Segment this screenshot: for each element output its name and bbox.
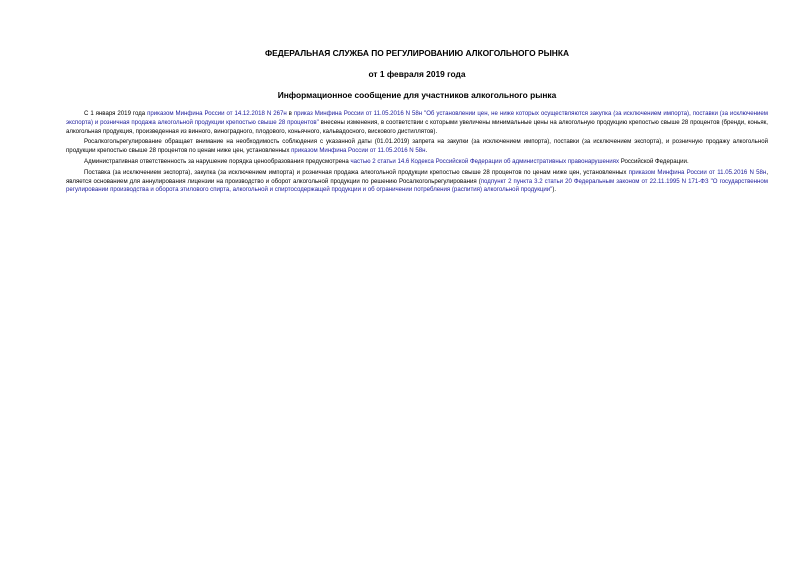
link-order-58n[interactable]: приказом Минфина России от 11.05.2016 N 58н [291,147,426,155]
document-page [66,44,768,197]
paragraph-4 [66,169,768,195]
paragraph-3-text-2: Российской Федерации. [619,157,689,165]
paragraph-1-text-1: С 1 января 2019 года [84,110,148,117]
paragraph-2 [66,138,768,156]
agency-title: ФЕДЕРАЛЬНАЯ СЛУЖБА ПО РЕГУЛИРОВАНИЮ АЛКОГОЛЬНОГО РЫНКА [265,48,569,58]
paragraph-3 [66,158,768,167]
link-order-267n[interactable]: приказом Минфина России от 14.12.2018 N 267н [147,110,287,117]
link-koap-14-6[interactable]: частью 2 статьи 14.6 Кодекса Российской Федерации об административных правонарушениях [350,157,619,165]
document-subject: Информационное сообщение для участников алкогольного рынка [277,90,557,100]
paragraph-4-text-1: Поставка (за исключением экспорта), закупка (за исключением импорта) и розничная продажа алкогольной продукции крепостью свыше 28 процентов по ценам ниже цен, установленных [84,168,629,176]
paragraph-1-text-2: в [286,110,294,117]
paragraph-3-text-1: Административная ответственность за нарушение порядка ценообразования предусмотрена [84,157,351,165]
paragraph-4-text-2: , является основанием для аннулирования лицензии на производство и оборот алкогольной продукции по решению Росалкогольрегулирования ( [66,168,769,185]
document-date: от 1 февраля 2019 года [368,69,466,79]
paragraph-1 [66,110,768,136]
paragraph-2-text-1: Росалкогольрегулирование обращает внимание на необходимость соблюдения с указанной даты (01.01.2019) запрета на закупки (за исключением импорта), поставки (за исключением экспорта), и розничную продажу алкогольной продукции крепостью свыше 28 процентов по ценам ниже цен, установленных [66,138,768,155]
paragraph-1-text-3: внесены изменения, в соответствии с которыми увеличены минимальные цены на алкогольную продукцию крепостью свыше 28 процентов (бренди, коньяк, алкогольная продукция, произведенная из винного, виноградного, плодового, коньячного, кальвадосного, вискового дистиллятов). [66,118,768,135]
paragraph-4-text-3: ). [552,186,557,194]
paragraph-2-text-2: . [425,147,428,155]
link-order-58n-second[interactable]: приказом Минфина России от 11.05.2016 N 58н [628,168,767,176]
link-order-58n-title[interactable]: приказ Минфина России от 11.05.2016 N 58н "Об установлении цен, не ниже которых осуществляются закупка (за исключением импорта), поставки (за исключением экспорта) и розничная продажа алкогольной продукции крепостью свыше 28 процентов" [66,110,768,126]
link-federal-law-171[interactable]: подпункт 2 пункта 3.2 статьи 20 Федеральным законом от 22.11.1995 N 171-ФЗ "О государственном регулировании производства и оборота этилового спирта, алкогольной и спиртосодержащей продукции и об ограничении потребления (распития) алкогольной продукции" [66,177,768,194]
